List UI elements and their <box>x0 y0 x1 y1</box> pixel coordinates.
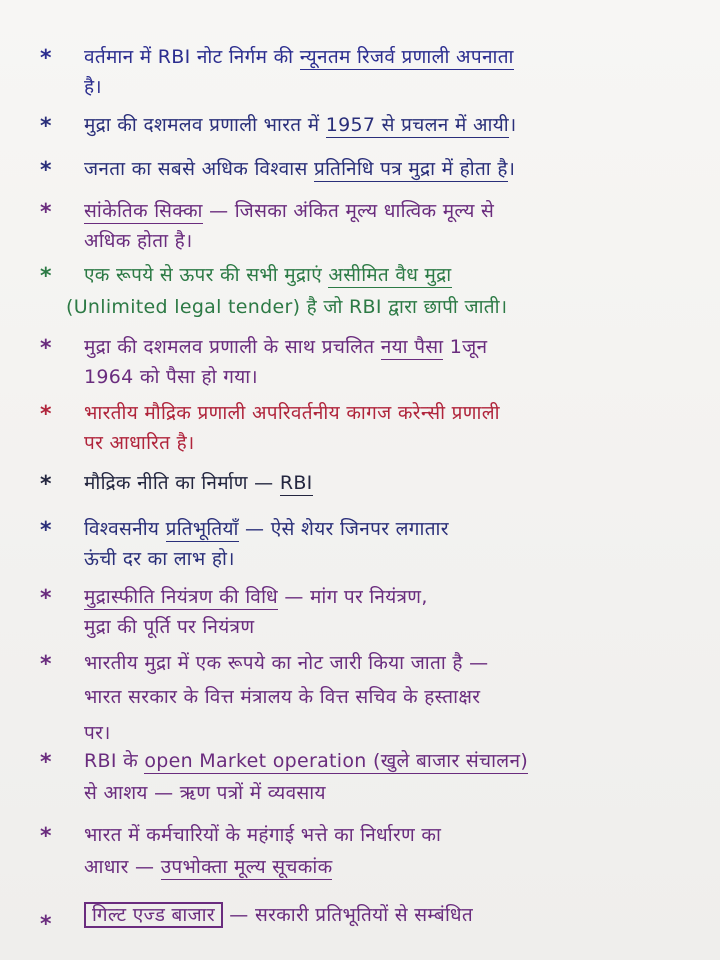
bullet-star-icon: * <box>40 586 52 611</box>
underlined-phrase: उपभोक्ता मूल्य सूचकांक <box>161 856 333 880</box>
note-line: मुद्रा की पूर्ति पर नियंत्रण <box>84 616 255 638</box>
note-line: आधार — उपभोक्ता मूल्य सूचकांक <box>84 854 700 880</box>
boxed-term: गिल्ट एज्ड बाजार <box>84 902 223 928</box>
underlined-phrase: असीमित वैध मुद्रा <box>328 264 451 288</box>
underlined-phrase: RBI <box>280 472 313 496</box>
note-line: एक रूपये से ऊपर की सभी मुद्राएं असीमित वैध मुद्रा <box>84 262 700 288</box>
note-line: है। <box>84 76 102 98</box>
note-line: मुद्रा की दशमलव प्रणाली भारत में 1957 से प्रचलन में आयी। <box>84 112 700 138</box>
underlined-phrase: नया पैसा <box>381 336 444 360</box>
note-line: वर्तमान में RBI नोट निर्गम की न्यूनतम रिजर्व प्रणाली अपनाता <box>84 44 700 70</box>
bullet-star-icon: * <box>40 264 52 289</box>
note-line: जनता का सबसे अधिक विश्वास प्रतिनिधि पत्र मुद्रा में होता है। <box>84 156 700 182</box>
note-line: विश्वसनीय प्रतिभूतियाँ — ऐसे शेयर जिनपर लगातार <box>84 516 700 542</box>
underlined-phrase: न्यूनतम रिजर्व प्रणाली अपनाता <box>300 46 514 70</box>
note-line: से आशय — ऋण पत्रों में व्यवसाय <box>84 782 326 804</box>
note-line: सांकेतिक सिक्का — जिसका अंकित मूल्य धात्विक मूल्य से <box>84 198 700 224</box>
note-line: अधिक होता है। <box>84 230 193 252</box>
bullet-star-icon: * <box>40 402 52 427</box>
bullet-star-icon: * <box>40 652 52 677</box>
underlined-phrase: प्रतिनिधि पत्र मुद्रा में होता है <box>314 158 508 182</box>
underlined-phrase: 1957 से प्रचलन में आयी <box>326 114 509 138</box>
note-line: RBI के open Market operation (खुले बाजार संचालन) <box>84 748 700 774</box>
bullet-star-icon: * <box>40 114 52 139</box>
underlined-phrase: सांकेतिक सिक्का <box>84 200 203 224</box>
note-line: भारत में कर्मचारियों के महंगाई भत्ते का निर्धारण का <box>84 824 442 846</box>
note-line: मुद्रास्फीति नियंत्रण की विधि — मांग पर नियंत्रण, <box>84 584 700 610</box>
note-line: भारतीय मुद्रा में एक रूपये का नोट जारी किया जाता है — <box>84 652 489 674</box>
underlined-phrase: open Market operation (खुले बाजार संचालन) <box>144 750 528 774</box>
bullet-star-icon: * <box>40 824 52 849</box>
bullet-star-icon: * <box>40 336 52 361</box>
note-line: (Unlimited legal tender) है जो RBI द्वारा छापी जाती। <box>66 296 508 318</box>
bullet-star-icon: * <box>40 912 52 937</box>
note-line: पर आधारित है। <box>84 432 195 454</box>
bullet-star-icon: * <box>40 46 52 71</box>
note-line: भारत सरकार के वित्त मंत्रालय के वित्त सचिव के हस्ताक्षर <box>84 686 481 708</box>
note-line: भारतीय मौद्रिक प्रणाली अपरिवर्तनीय कागज करेन्सी प्रणाली <box>84 402 500 424</box>
underlined-phrase: प्रतिभूतियाँ <box>166 518 239 542</box>
note-line-rest: — सरकारी प्रतिभूतियों से सम्बंधित <box>222 904 474 926</box>
bullet-star-icon: * <box>40 158 52 183</box>
bullet-star-icon: * <box>40 518 52 543</box>
note-line: ऊंची दर का लाभ हो। <box>84 548 235 570</box>
underlined-phrase: मुद्रास्फीति नियंत्रण की विधि <box>84 586 278 610</box>
note-line: मुद्रा की दशमलव प्रणाली के साथ प्रचलित नया पैसा 1जून <box>84 334 700 360</box>
bullet-star-icon: * <box>40 472 52 497</box>
bullet-star-icon: * <box>40 200 52 225</box>
note-line: मौद्रिक नीति का निर्माण — RBI <box>84 470 700 496</box>
note-line: 1964 को पैसा हो गया। <box>84 366 258 388</box>
note-line: पर। <box>84 722 111 744</box>
bullet-star-icon: * <box>40 750 52 775</box>
note-line <box>84 902 700 928</box>
